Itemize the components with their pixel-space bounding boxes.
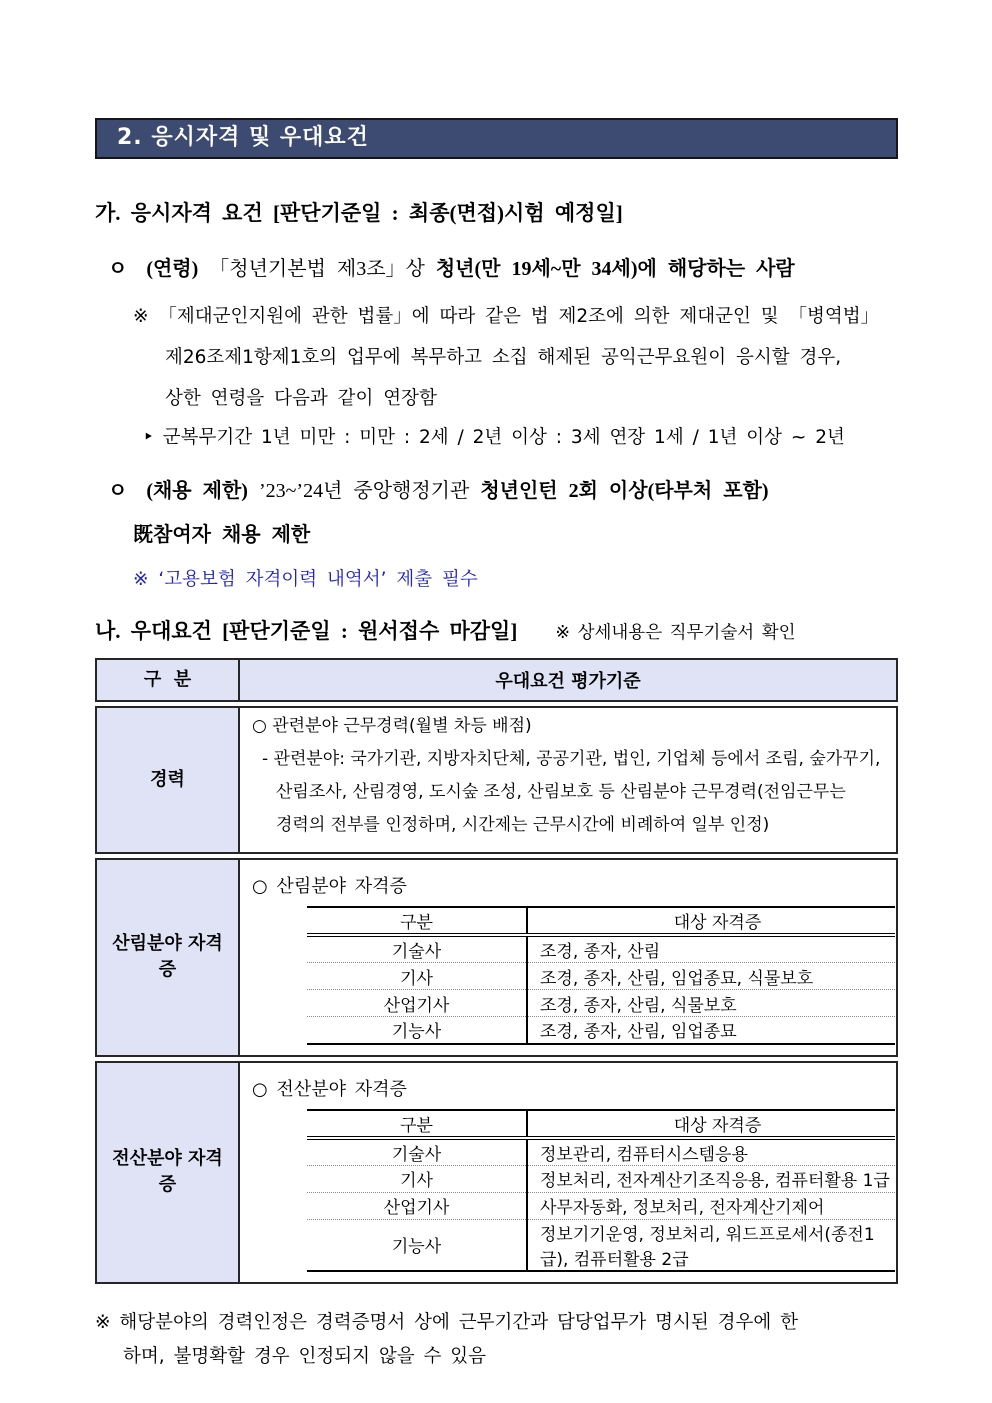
it-certs-table [307, 1109, 895, 1272]
table-row [307, 935, 895, 963]
hiring-restriction-line2: 既참여자 채용 제한 [133, 524, 311, 546]
it-certs-heading: ○ 전산분야 자격증 [252, 1078, 407, 1100]
forest-certs-content [240, 860, 903, 1055]
certs-cell: 조경, 종자, 산림, 임업종묘 [527, 1017, 895, 1044]
grade-cell: 산업기사 [307, 1192, 527, 1219]
section-title: 2. 응시자격 및 우대요건 [117, 125, 369, 150]
certs-cell: 사무자동화, 정보처리, 전자계산기제어 [527, 1192, 895, 1219]
it-table-header-row [307, 1110, 895, 1138]
header-cell-criteria: 우대요건 평가기준 [240, 660, 896, 700]
heading-eligibility: 가. 응시자격 요건 [판단기준일 : 최종(면접)시험 예정일] [95, 201, 623, 225]
certs-cell: 조경, 종자, 산림 [540, 942, 661, 962]
age-law-text: 「청년기본법 제3조」상 [209, 258, 425, 280]
career-line4: 경력의 전부를 인정하며, 시간제는 근무시간에 비례하여 일부 인정) [276, 815, 770, 835]
grade-cell: 기능사 [307, 1219, 527, 1271]
hiring-restriction-line [108, 474, 900, 503]
grade-cell: 기사 [307, 963, 527, 990]
footnote-line2: 하며, 불명확할 경우 인정되지 않을 수 있음 [123, 1345, 486, 1367]
career-label: 경력 [97, 708, 240, 852]
career-recognition-footnote [95, 1306, 900, 1374]
document-content [95, 0, 900, 1374]
circle-bullet: ㅇ [108, 480, 128, 502]
it-certs-label: 전산분야 자격증 [97, 1063, 240, 1282]
forest-certs-table [307, 906, 895, 1045]
section-title-bar [95, 118, 898, 159]
forest-col-certs: 대상 자격증 [527, 907, 895, 935]
career-content [240, 708, 896, 852]
heading-preference-row [95, 615, 900, 645]
military-service-extension-line: ‣ 군복무기간 1년 미만 : 미만 : 2세 / 2년 이상 : 3세 연장 1세 / 1년 이상 ~ 2년 [143, 427, 845, 448]
table-row [307, 963, 895, 990]
age-requirement-line [108, 252, 900, 281]
table-row [307, 1219, 895, 1271]
table-row [307, 1017, 895, 1044]
it-certs-content [240, 1063, 903, 1282]
certs-cell: 정보관리, 컴퓨터시스템응용 [540, 1144, 748, 1165]
preference-table [95, 658, 898, 1284]
table-row [307, 1138, 895, 1166]
age-label: (연령) [146, 258, 199, 280]
certs-cell: 조경, 종자, 산림, 식물보호 [527, 990, 895, 1017]
career-line1: ○ 관련분야 근무경력(월별 차등 배점) [252, 716, 532, 736]
forest-col-grade: 구분 [307, 907, 527, 935]
job-description-note: ※ 상세내용은 직무기술서 확인 [555, 623, 796, 643]
it-col-grade: 구분 [307, 1110, 527, 1138]
certs-cell: 정보기기운영, 정보처리, 워드프로세서(종전1급), 컴퓨터활용 2급 [527, 1219, 895, 1271]
circle-bullet: ㅇ [108, 258, 128, 280]
it-col-certs: 대상 자격증 [527, 1110, 895, 1138]
table-row [307, 1192, 895, 1219]
certs-cell: 조경, 종자, 산림, 임업종묘, 식물보호 [527, 963, 895, 990]
heading-preference: 나. 우대요건 [판단기준일 : 원서접수 마감일] [95, 619, 518, 643]
table-header-row [95, 658, 898, 702]
table-row-it-certs [95, 1061, 898, 1284]
age-emphasis: 청년(만 19세~만 34세)에 해당하는 사람 [435, 258, 795, 280]
table-row-career [95, 706, 898, 854]
grade-cell: 산업기사 [307, 990, 527, 1017]
grade-cell: 기능사 [307, 1017, 527, 1044]
grade-cell: 기사 [307, 1165, 527, 1192]
table-row [307, 1165, 895, 1192]
certs-cell: 정보처리, 전자계산기조직응용, 컴퓨터활용 1급 [527, 1165, 895, 1192]
insurance-document-note: ※ ‘고용보험 자격이력 내역서’ 제출 필수 [133, 569, 478, 590]
restriction-emphasis: 청년인턴 2회 이상(타부처 포함) [480, 480, 769, 502]
header-cell-category: 구 분 [97, 660, 240, 700]
forest-certs-heading: ○ 산림분야 자격증 [252, 876, 407, 897]
veteran-note-line1: ※ 「제대군인지원에 관한 법률」에 따라 같은 법 제2조에 의한 제대군인 및 「병역법」 [133, 306, 880, 327]
veteran-note-line3: 상한 연령을 다음과 같이 연장함 [165, 388, 437, 409]
footnote-line1: ※ 해당분야의 경력인정은 경력증명서 상에 근무기간과 담당업무가 명시된 경우에 한 [95, 1311, 799, 1333]
restriction-label: (채용 제한) [146, 480, 248, 502]
forest-table-header-row [307, 907, 895, 935]
career-line3: 산림조사, 산림경영, 도시숲 조성, 산림보호 등 산림분야 근무경력(전임근무는 [276, 782, 846, 802]
restriction-mid-text: ’23~’24년 중앙행정기관 [258, 480, 470, 502]
table-row-forest-certs [95, 858, 898, 1057]
forest-certs-label: 산림분야 자격증 [97, 860, 240, 1055]
career-line2: - 관련분야: 국가기관, 지방자치단체, 공공기관, 법인, 기업체 등에서 조림, 숲가꾸기, [262, 749, 881, 769]
veteran-note-line2: 제26조제1항제1호의 업무에 복무하고 소집 해제된 공익근무요원이 응시할 경우, [165, 347, 842, 368]
grade-cell: 기술사 [307, 1138, 527, 1166]
grade-cell: 기술사 [307, 935, 527, 963]
table-row [307, 990, 895, 1017]
